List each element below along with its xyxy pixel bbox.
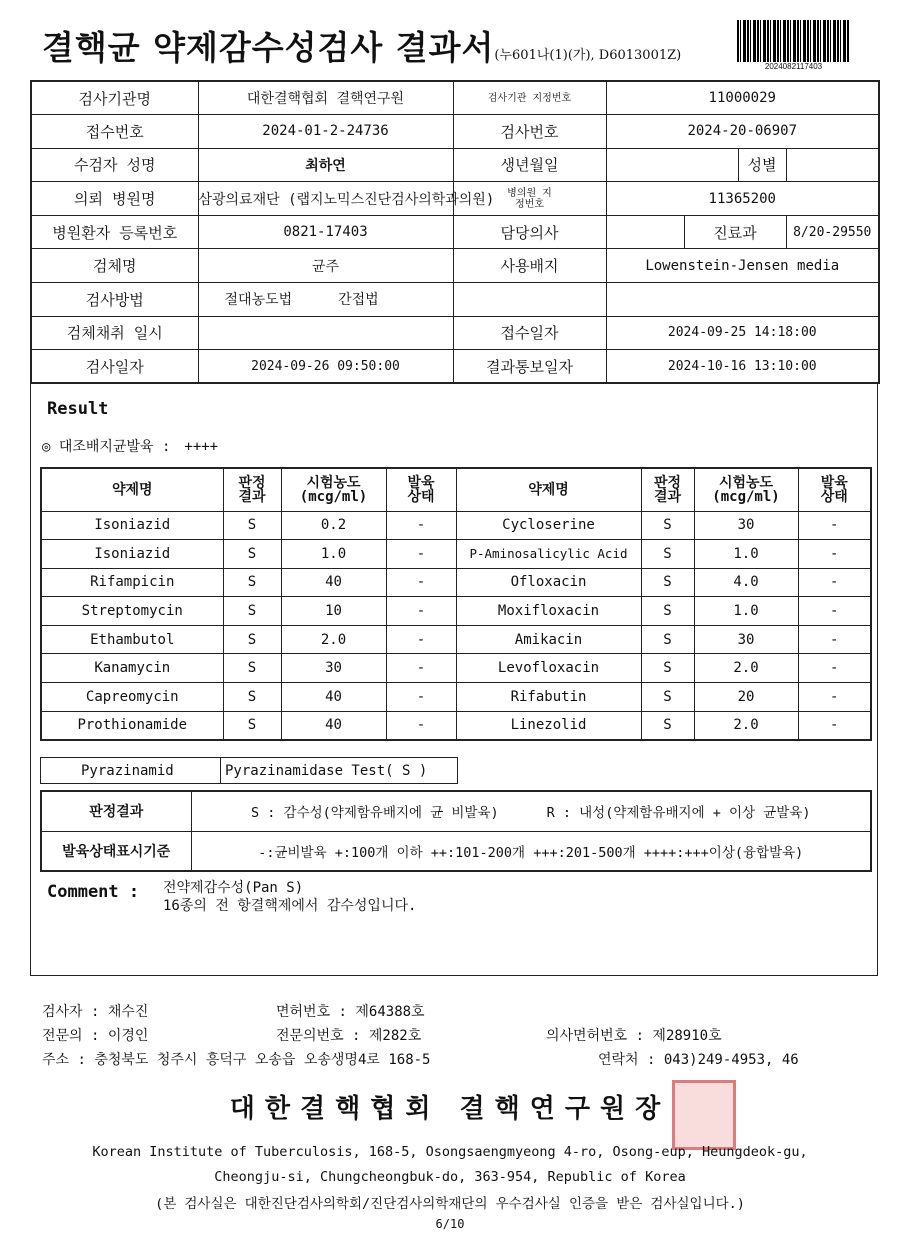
drug-concentration: 1.0 (281, 540, 386, 569)
drug-growth: - (798, 597, 871, 626)
judge-s: S : 감수성(약제함유배지에 균 비발육) (251, 805, 499, 822)
label: 검체채취 일시 (31, 316, 198, 350)
label: 검사기관명 (31, 81, 198, 115)
drug-header: 시험농도 (mcg/ml) (694, 468, 798, 511)
drug-concentration: 1.0 (694, 597, 798, 626)
drug-result: S (223, 683, 281, 712)
dept: 8/20-29550 (786, 215, 879, 249)
label: 수검자 성명 (31, 148, 198, 182)
receipt-no: 2024-01-2-24736 (198, 115, 453, 149)
pyrazinamid-table (40, 757, 458, 784)
collect-date (198, 316, 453, 350)
drug-name: Linezolid (456, 711, 641, 740)
empty-cell (606, 283, 879, 317)
drug-result: S (641, 654, 694, 683)
method (198, 283, 453, 317)
specialist-no: 전문의번호 : 제282호 (276, 1028, 422, 1044)
pyrazinamid-label: Pyrazinamid (41, 758, 221, 784)
control-growth (42, 436, 218, 456)
drug-growth: - (798, 625, 871, 654)
drug-concentration: 40 (281, 568, 386, 597)
drug-growth: - (386, 654, 456, 683)
info-table (30, 80, 880, 384)
label: 병의원 지정번호 (453, 182, 606, 216)
drug-concentration: 20 (694, 683, 798, 712)
drug-name: Cycloserine (456, 511, 641, 540)
comment-label: Comment : (47, 882, 140, 902)
drug-table (40, 467, 872, 741)
label: 담당의사 (453, 215, 606, 249)
drug-row (41, 711, 871, 740)
comment-line: 16종의 전 항결핵제에서 감수성입니다. (163, 898, 417, 914)
label: 결과통보일자 (453, 350, 606, 384)
drug-result: S (641, 511, 694, 540)
institution: 대한결핵협회 결핵연구원 (198, 81, 453, 115)
certification-note: (본 검사실은 대한진단검사의학회/진단검사의학재단의 우수검사실 인증을 받은 검사실입니다.) (155, 1196, 745, 1212)
result-heading: Result (47, 399, 109, 419)
drug-growth: - (798, 711, 871, 740)
medium: Lowenstein-Jensen media (606, 249, 879, 283)
drug-result: S (641, 568, 694, 597)
drug-growth: - (386, 711, 456, 740)
drug-growth: - (386, 625, 456, 654)
control-value: ++++ (184, 439, 219, 455)
judge-criteria (191, 791, 871, 831)
method-2: 간접법 (338, 292, 379, 309)
drug-concentration: 10 (281, 597, 386, 626)
contact: 연락처 : 043)249-4953, 46 (598, 1052, 799, 1068)
drug-concentration: 30 (281, 654, 386, 683)
comment (163, 879, 416, 915)
drug-result: S (641, 625, 694, 654)
address: 주소 : 충청북도 청주시 흥덕구 오송읍 오송생명4로 168-5 (42, 1052, 431, 1068)
drug-growth: - (386, 597, 456, 626)
hospital: 삼광의료재단 (랩지노믹스진단검사의학과의원) (198, 182, 453, 216)
drug-name: P-Aminosalicylic Acid (456, 540, 641, 569)
method-1: 절대농도법 (224, 292, 293, 309)
drug-row (41, 568, 871, 597)
label: 생년월일 (453, 148, 606, 182)
label: 의뢰 병원명 (31, 182, 198, 216)
drug-header: 판정 결과 (641, 468, 694, 511)
drug-result: S (223, 625, 281, 654)
drug-name: Ofloxacin (456, 568, 641, 597)
growth-label: 발육상태표시기준 (41, 831, 191, 871)
drug-row (41, 625, 871, 654)
growth-criteria: -:균비발육 +:100개 이하 ++:101-200개 +++:201-500개 ++++:+++이상(융합발육) (191, 831, 871, 871)
drug-name: Rifabutin (456, 683, 641, 712)
label: 진료과 (684, 215, 786, 249)
drug-row (41, 683, 871, 712)
drug-concentration: 30 (694, 625, 798, 654)
drug-concentration: 4.0 (694, 568, 798, 597)
english-address-1: Korean Institute of Tuberculosis, 168-5, Osongsaengmyeong 4-ro, Osong-eup, Heungdeok-gu, (92, 1144, 808, 1160)
drug-name: Capreomycin (41, 683, 223, 712)
drug-result: S (223, 568, 281, 597)
drug-growth: - (386, 540, 456, 569)
drug-row (41, 511, 871, 540)
drug-result: S (641, 711, 694, 740)
title-text: 결핵균 약제감수성검사 결과서 (42, 28, 495, 67)
specialist: 전문의 : 이경인 (42, 1028, 149, 1044)
organization-name: 대한결핵협회 결핵연구원장 (229, 1094, 671, 1124)
drug-name: Prothionamide (41, 711, 223, 740)
barcode-number: 2024082117403 (764, 62, 823, 71)
drug-growth: - (798, 511, 871, 540)
received-date: 2024-09-25 14:18:00 (606, 316, 879, 350)
drug-header: 시험농도 (mcg/ml) (281, 468, 386, 511)
test-date: 2024-09-26 09:50:00 (198, 350, 453, 384)
drug-header: 발육 상태 (798, 468, 871, 511)
drug-name: Moxifloxacin (456, 597, 641, 626)
drug-growth: - (798, 568, 871, 597)
drug-name: Ethambutol (41, 625, 223, 654)
label: 접수번호 (31, 115, 198, 149)
judge-label: 판정결과 (41, 791, 191, 831)
label: 검사기관 지정번호 (453, 81, 606, 115)
specimen: 균주 (198, 249, 453, 283)
drug-growth: - (798, 654, 871, 683)
judge-r: R : 내성(약제함유배지에 + 이상 균발육) (546, 805, 811, 822)
comment-line: 전약제감수성(Pan S) (163, 880, 304, 896)
doctor-license: 의사면허번호 : 제28910호 (546, 1028, 722, 1044)
label: 사용배지 (453, 249, 606, 283)
drug-growth: - (386, 511, 456, 540)
drug-result: S (641, 540, 694, 569)
judgement-table (40, 790, 872, 872)
label: 병원환자 등록번호 (31, 215, 198, 249)
english-address-2: Cheongju-si, Chungcheongbuk-do, 363-954, Republic of Korea (214, 1169, 686, 1185)
drug-name: Levofloxacin (456, 654, 641, 683)
label: 성별 (738, 148, 786, 182)
drug-growth: - (386, 683, 456, 712)
drug-result: S (223, 711, 281, 740)
license-no: 면허번호 : 제64388호 (276, 1004, 425, 1020)
birth (606, 148, 738, 182)
sex (786, 148, 879, 182)
barcode (737, 20, 850, 62)
drug-result: S (223, 597, 281, 626)
pyrazinamid-value: Pyrazinamidase Test( S ) (221, 758, 458, 784)
drug-result: S (641, 683, 694, 712)
report-date: 2024-10-16 13:10:00 (606, 350, 879, 384)
drug-row (41, 597, 871, 626)
label: 검체명 (31, 249, 198, 283)
drug-result: S (223, 654, 281, 683)
drug-growth: - (798, 683, 871, 712)
title-code: (누601나(1)(가), D6013001Z) (494, 48, 682, 63)
label: 검사일자 (31, 350, 198, 384)
drug-concentration: 30 (694, 511, 798, 540)
label: 검사번호 (453, 115, 606, 149)
drug-header: 발육 상태 (386, 468, 456, 511)
label: 검사방법 (31, 283, 198, 317)
drug-concentration: 0.2 (281, 511, 386, 540)
drug-name: Rifampicin (41, 568, 223, 597)
drug-concentration: 2.0 (694, 654, 798, 683)
drug-result: S (223, 540, 281, 569)
inst-code: 11000029 (606, 81, 879, 115)
page-number: 6/10 (435, 1217, 465, 1231)
hosp-code: 11365200 (606, 182, 879, 216)
drug-concentration: 2.0 (694, 711, 798, 740)
drug-header: 판정 결과 (223, 468, 281, 511)
tester: 검사자 : 채수진 (42, 1004, 149, 1020)
drug-name: Isoniazid (41, 540, 223, 569)
drug-concentration: 1.0 (694, 540, 798, 569)
patient-name: 최하연 (198, 148, 453, 182)
drug-concentration: 2.0 (281, 625, 386, 654)
drug-header: 약제명 (456, 468, 641, 511)
control-label: ◎ 대조배지균발육 : (42, 439, 171, 455)
drug-growth: - (798, 540, 871, 569)
label: 접수일자 (453, 316, 606, 350)
drug-name: Amikacin (456, 625, 641, 654)
reg-no: 0821-17403 (198, 215, 453, 249)
drug-header: 약제명 (41, 468, 223, 511)
drug-concentration: 40 (281, 683, 386, 712)
drug-row (41, 654, 871, 683)
test-no: 2024-20-06907 (606, 115, 879, 149)
drug-concentration: 40 (281, 711, 386, 740)
empty-cell (453, 283, 606, 317)
drug-result: S (641, 597, 694, 626)
drug-name: Isoniazid (41, 511, 223, 540)
drug-name: Streptomycin (41, 597, 223, 626)
drug-growth: - (386, 568, 456, 597)
drug-result: S (223, 511, 281, 540)
document-title (42, 22, 681, 69)
doctor (606, 215, 684, 249)
drug-row (41, 540, 871, 569)
drug-name: Kanamycin (41, 654, 223, 683)
